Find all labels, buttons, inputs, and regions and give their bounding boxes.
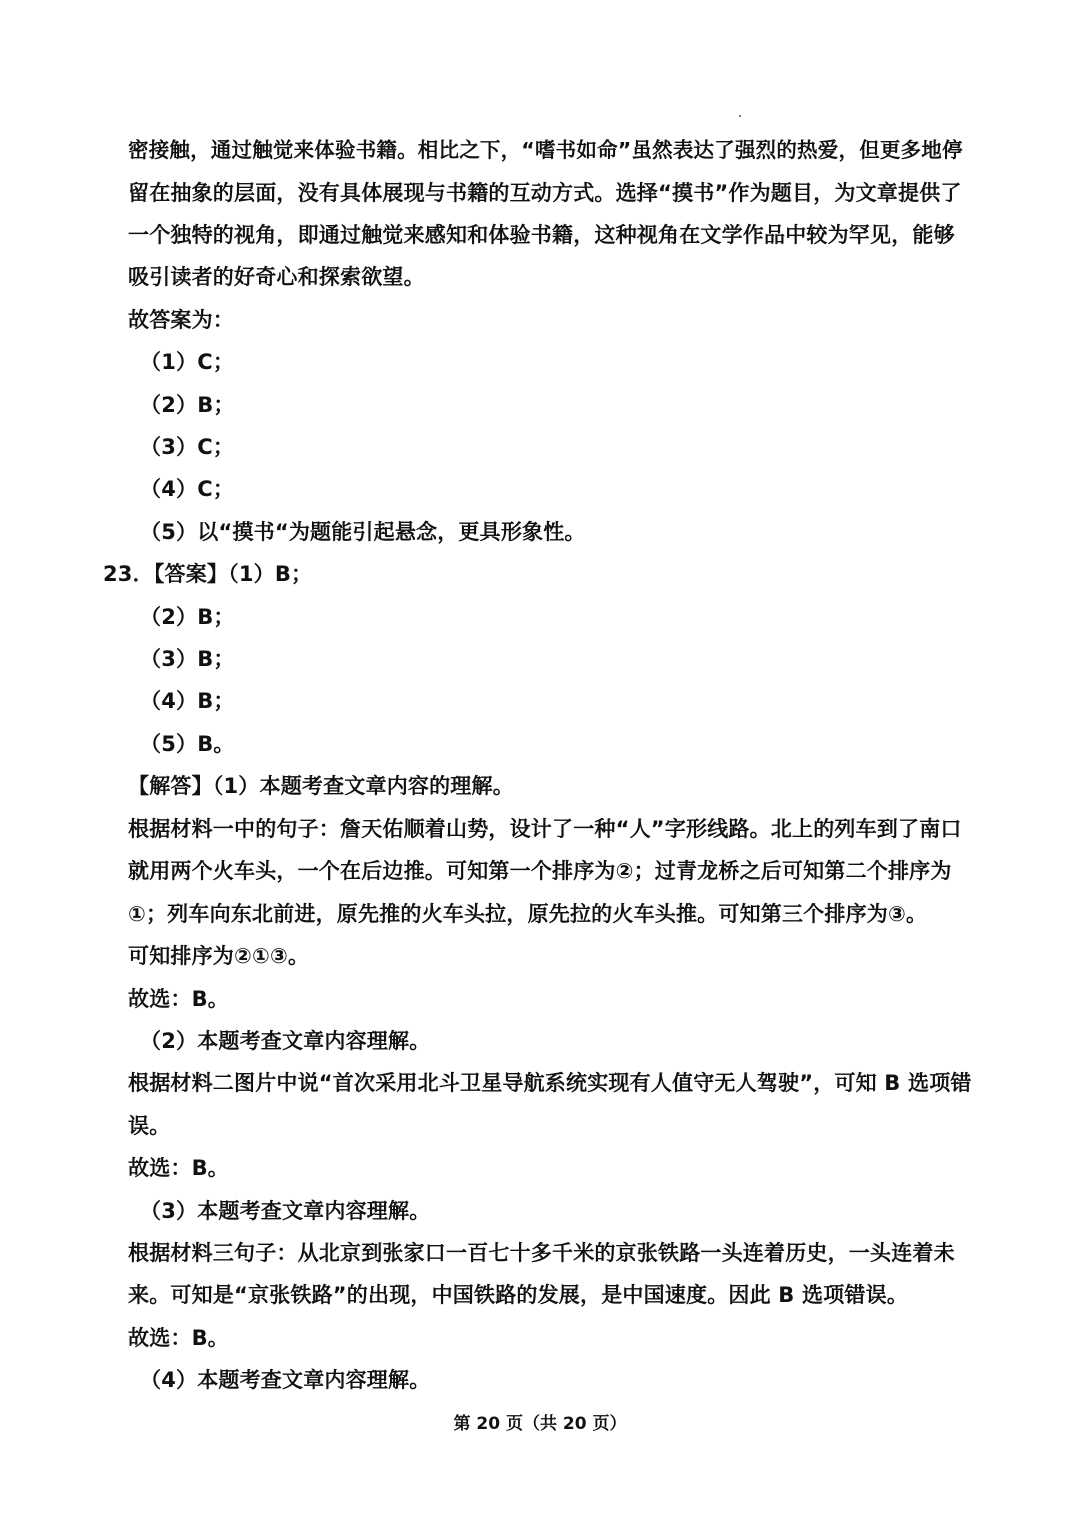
paragraph-line: 密接触，通过触觉来体验书籍。相比之下，“嗜书如命”虽然表达了强烈的热爱，但更多地停 [128,138,963,162]
paragraph-line: 可知排序为②①③。 [128,944,310,968]
page-footer: 第 20 页（共 20 页） [453,1414,627,1434]
choice-line: 故选：B。 [128,1156,230,1180]
sub-question-heading: （4）本题考查文章内容理解。 [140,1368,431,1392]
answer-item: （2）B； [140,605,235,629]
paragraph-line: 误。 [128,1114,171,1138]
answer-item: （4）C； [140,477,235,501]
answer-item: （3）C； [140,435,235,459]
choice-line: 故选：B。 [128,987,230,1011]
paragraph-line: 来。可知是“京张铁路”的出现，中国铁路的发展，是中国速度。因此 B 选项错误。 [128,1283,909,1307]
paragraph-line: 根据材料二图片中说“首次采用北斗卫星导航系统实现有人值守无人驾驶”，可知 B 选项错 [128,1071,972,1095]
question-23-answer: 23．【答案】（1）B； [103,562,313,586]
paragraph-line: 就用两个火车头，一个在后边推。可知第一个排序为②；过青龙桥之后可知第二个排序为 [128,859,952,883]
sub-question-heading: （2）本题考查文章内容理解。 [140,1029,431,1053]
answer-item: （5）B。 [140,732,235,756]
paragraph-line: 吸引读者的好奇心和探索欲望。 [128,265,425,289]
answer-item: （3）B； [140,647,235,671]
answer-heading: 故答案为： [128,308,234,332]
answer-item: （2）B； [140,393,235,417]
paragraph-line: 根据材料一中的句子：詹天佑顺着山势，设计了一种“人”字形线路。北上的列车到了南口 [128,817,962,841]
solution-heading: 【解答】（1）本题考查文章内容的理解。 [128,774,514,798]
answer-item: （4）B； [140,689,235,713]
sub-question-heading: （3）本题考查文章内容理解。 [140,1199,431,1223]
paragraph-line: 留在抽象的层面，没有具体展现与书籍的互动方式。选择“摸书”作为题目，为文章提供了 [128,181,962,205]
paragraph-line: 根据材料三句子：从北京到张家口一百七十多千米的京张铁路一头连着历史，一头连着未 [128,1241,955,1265]
answer-item: （1）C； [140,350,235,374]
scan-speck [739,115,741,117]
answer-item: （5）以“摸书“为题能引起悬念，更具形象性。 [140,520,586,544]
paragraph-line: ①；列车向东北前进，原先推的火车头拉，原先拉的火车头推。可知第三个排序为③。 [128,902,928,926]
paragraph-line: 一个独特的视角，即通过触觉来感知和体验书籍，这种视角在文学作品中较为罕见，能够 [128,223,955,247]
choice-line: 故选：B。 [128,1326,230,1350]
